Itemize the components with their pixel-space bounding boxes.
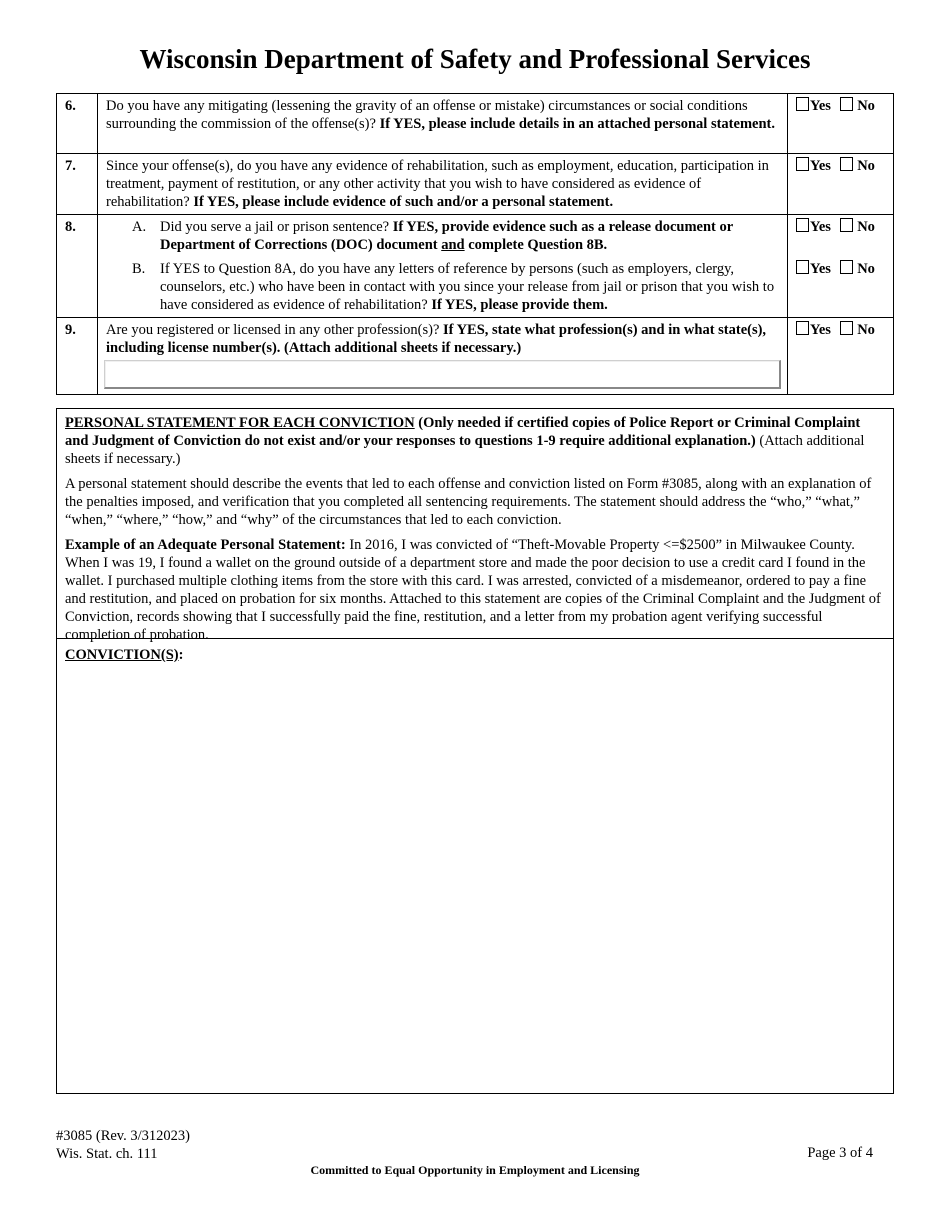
yes-no-group xyxy=(788,318,894,395)
question-text: Since your offense(s), do you have any evidence of rehabilitation, such as employment, education, participation in treatment, payment of restitution, or any other activity that you wish to have considered as evidence of rehabilitation? If YES, please include evidence of such and/or a personal statement. xyxy=(98,154,788,215)
questions-table xyxy=(56,93,894,395)
sub-question-8b: B. If YES to Question 8A, do you have any letters of reference by persons (such as employers, clergy, counselors, etc.) who have been in contact with you since your release from jail or prison that you wish to have considered as evidence of rehabilitation? If YES, please provide them. xyxy=(132,261,775,313)
question-row-9 xyxy=(57,318,894,395)
no-checkbox[interactable] xyxy=(840,321,853,335)
yes-label: Yes xyxy=(810,158,831,174)
yes-label: Yes xyxy=(810,219,831,235)
question-row-7 xyxy=(57,154,894,215)
yes-no-group xyxy=(788,94,894,154)
statute-reference: Wis. Stat. ch. 111 xyxy=(56,1146,158,1162)
question-text xyxy=(98,215,788,318)
question-row-8 xyxy=(57,215,894,318)
yes-checkbox[interactable] xyxy=(796,260,809,274)
convictions-field[interactable] xyxy=(65,671,885,1085)
question-number: 6. xyxy=(57,94,98,154)
no-checkbox[interactable] xyxy=(840,157,853,171)
question-text: Do you have any mitigating (lessening the gravity of an offense or mistake) circumstances or social conditions surrounding the commission of the offense(s)? If YES, please include details in an attached personal statement. xyxy=(98,94,788,154)
yes-checkbox[interactable] xyxy=(796,321,809,335)
statement-heading: PERSONAL STATEMENT FOR EACH CONVICTION (Only needed if certified copies of Police Report or Criminal Complaint and Judgment of Conviction do not exist and/or your responses to questions 1-9 require additional explanation.) (Attach additional sheets if necessary.) xyxy=(65,415,865,467)
question-text: Are you registered or licensed in any other profession(s)? If YES, state what profession(s) and in what state(s), including license number(s). (Attach additional sheets if necessary.) xyxy=(98,318,788,395)
page-title: Wisconsin Department of Safety and Professional Services xyxy=(139,44,811,74)
no-checkbox[interactable] xyxy=(840,260,853,274)
question-number: 7. xyxy=(57,154,98,215)
yes-label: Yes xyxy=(810,322,831,338)
convictions-label: CONVICTION(S): xyxy=(65,647,184,663)
yes-no-group xyxy=(788,215,894,318)
question-row-6 xyxy=(57,94,894,154)
question-number: 8. xyxy=(57,215,98,318)
footer-form-info xyxy=(56,1127,190,1163)
no-label: No xyxy=(857,261,875,277)
statement-example: Example of an Adequate Personal Statement: In 2016, I was convicted of “Theft-Movable Property <=$2500” in Milwaukee County. When I was 19, I found a wallet on the ground outside of a department store and made the poor decision to use a credit card I found in the wallet. I purchased multiple clothing items from the store with this card. I was arrested, convicted of a misdemeanor, ordered to pay a fine and restitution, and placed on probation for six months. Attached to this statement are copies of the Criminal Complaint and the Judgment of Conviction, records showing that I successfully paid the fine, restitution, and a letter from my probation agent verifying successful completion of probation. xyxy=(65,537,881,643)
statement-paragraph: A personal statement should describe the events that led to each offense and conviction listed on Form #3085, along with an explanation of the penalties imposed, and verification that you completed all sentencing requirements. The statement should address the “who,” “what,” “when,” “where,” “how,” and “why” of the circumstances that led to each conviction. xyxy=(65,476,872,528)
yes-label: Yes xyxy=(810,261,831,277)
yes-checkbox[interactable] xyxy=(796,97,809,111)
personal-statement-section xyxy=(56,408,894,1094)
statement-instructions xyxy=(57,409,893,643)
no-label: No xyxy=(857,158,875,174)
yes-checkbox[interactable] xyxy=(796,157,809,171)
no-label: No xyxy=(857,322,875,338)
page-number: Page 3 of 4 xyxy=(807,1145,873,1161)
other-license-field[interactable] xyxy=(104,360,781,389)
yes-label: Yes xyxy=(810,98,831,114)
no-checkbox[interactable] xyxy=(840,97,853,111)
no-checkbox[interactable] xyxy=(840,218,853,232)
no-label: No xyxy=(857,219,875,235)
footer-tagline: Committed to Equal Opportunity in Employment and Licensing xyxy=(310,1163,640,1177)
yes-no-group xyxy=(788,154,894,215)
sub-question-8a: A. Did you serve a jail or prison sentence? If YES, provide evidence such as a release document or Department of Corrections (DOC) document and complete Question 8B. xyxy=(132,219,733,253)
yes-checkbox[interactable] xyxy=(796,218,809,232)
no-label: No xyxy=(857,98,875,114)
question-number: 9. xyxy=(57,318,98,395)
form-number: #3085 (Rev. 3/312023) xyxy=(56,1128,190,1144)
